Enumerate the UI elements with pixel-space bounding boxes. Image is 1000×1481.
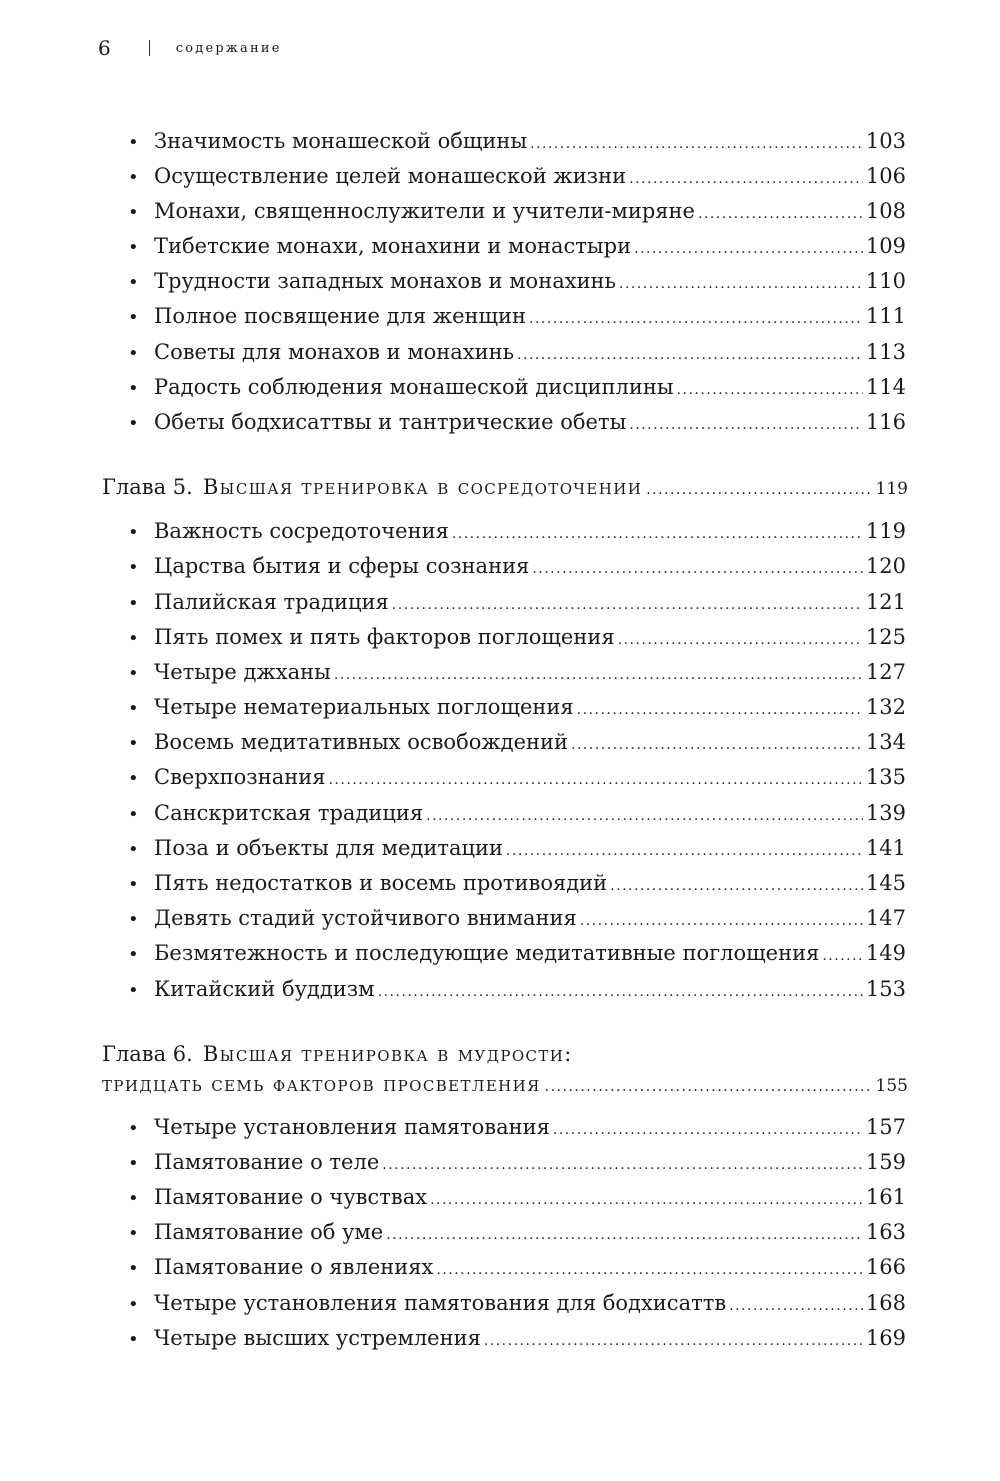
toc-entry-title: Обеты бодхисаттвы и тантрические обеты bbox=[154, 410, 627, 434]
dot-leader bbox=[822, 939, 863, 973]
bullet-icon: • bbox=[128, 768, 139, 789]
toc-entry-page: 163 bbox=[865, 1220, 906, 1244]
toc-entry[interactable] bbox=[128, 690, 906, 724]
bullet-icon: • bbox=[128, 522, 139, 543]
chapter-title: Высшая тренировка в сосредоточении bbox=[202, 475, 643, 499]
bullet-icon: • bbox=[128, 557, 139, 578]
toc-entry-title: Памятование о теле bbox=[154, 1150, 380, 1174]
toc-entry-title: Памятование о чувствах bbox=[154, 1185, 428, 1209]
dot-leader bbox=[392, 588, 863, 622]
bullet-icon: • bbox=[128, 307, 139, 328]
toc-entry-title: Четыре установления памятования bbox=[154, 1115, 550, 1139]
dot-leader bbox=[334, 658, 863, 692]
toc-entry[interactable] bbox=[128, 264, 906, 298]
toc-entry-page: 119 bbox=[865, 519, 906, 543]
toc-entry-title: Четыре высших устремления bbox=[154, 1326, 481, 1350]
toc-entry-title: Безмятежность и последующие медитативные поглощения bbox=[154, 941, 820, 965]
toc-entry-page: 161 bbox=[865, 1185, 906, 1209]
toc-entry-title: Монахи, священнослужители и учители-миряне bbox=[154, 199, 695, 223]
toc-entry-title: Санскритская традиция bbox=[154, 801, 424, 825]
dot-leader bbox=[378, 975, 863, 1009]
bullet-icon: • bbox=[128, 593, 139, 614]
toc-entry-page: 108 bbox=[865, 199, 906, 223]
toc-entry[interactable] bbox=[128, 936, 906, 970]
toc-entry-page: 111 bbox=[865, 304, 906, 328]
toc-entry-title: Значимость монашеской общины bbox=[154, 129, 528, 153]
toc-entry-title: Важность сосредоточения bbox=[154, 519, 449, 543]
dot-leader bbox=[430, 1183, 863, 1217]
dot-leader bbox=[580, 904, 863, 938]
bullet-icon: • bbox=[128, 874, 139, 895]
toc-entry-page: 120 bbox=[865, 554, 906, 578]
toc-entry-title: Поза и объекты для медитации bbox=[154, 836, 504, 860]
dot-leader bbox=[386, 1218, 863, 1252]
toc-entry[interactable] bbox=[128, 229, 906, 263]
dot-leader bbox=[436, 1253, 863, 1287]
toc-entry-title: Радость соблюдения монашеской дисциплины bbox=[154, 375, 674, 399]
dot-leader bbox=[530, 127, 863, 161]
toc-entry[interactable] bbox=[128, 159, 906, 193]
toc-entry[interactable] bbox=[128, 655, 906, 689]
toc-entry[interactable] bbox=[128, 620, 906, 654]
bullet-icon: • bbox=[128, 1188, 139, 1209]
toc-entry-page: 159 bbox=[865, 1150, 906, 1174]
toc-entry-title: Осуществление целей монашеской жизни bbox=[154, 164, 627, 188]
dot-leader bbox=[553, 1113, 863, 1147]
toc-entry[interactable] bbox=[128, 1145, 906, 1179]
chapter-label: Глава 6. bbox=[102, 1042, 193, 1066]
toc-entry-page: 141 bbox=[865, 836, 906, 860]
toc-entry-title: Четыре установления памятования для бодхисаттв bbox=[154, 1291, 727, 1315]
dot-leader bbox=[452, 517, 863, 551]
toc-entry[interactable] bbox=[128, 1250, 906, 1284]
toc-entry-title: Сверхпознания bbox=[154, 765, 326, 789]
toc-entry[interactable] bbox=[128, 972, 906, 1006]
dot-leader bbox=[545, 1072, 872, 1102]
toc-entry[interactable] bbox=[128, 585, 906, 619]
toc-entry-page: 157 bbox=[865, 1115, 906, 1139]
toc-entry-title: Восемь медитативных освобождений bbox=[154, 730, 569, 754]
toc-entry[interactable] bbox=[128, 405, 906, 439]
toc-entry-title: Памятование об уме bbox=[154, 1220, 384, 1244]
toc-entry-page: 153 bbox=[865, 977, 906, 1001]
dot-leader bbox=[677, 373, 863, 407]
dot-leader bbox=[484, 1324, 863, 1358]
bullet-icon: • bbox=[128, 132, 139, 153]
bullet-icon: • bbox=[128, 237, 139, 258]
toc-entry-page: 121 bbox=[865, 590, 906, 614]
bullet-icon: • bbox=[128, 1223, 139, 1244]
toc-entry[interactable] bbox=[128, 299, 906, 333]
dot-leader bbox=[577, 693, 863, 727]
toc-entry-page: 127 bbox=[865, 660, 906, 684]
dot-leader bbox=[382, 1148, 863, 1182]
toc-entry-title: Четыре нематериальных поглощения bbox=[154, 695, 574, 719]
toc-entry-page: 113 bbox=[865, 340, 906, 364]
dot-leader bbox=[729, 1289, 863, 1323]
bullet-icon: • bbox=[128, 839, 139, 860]
toc-entry[interactable] bbox=[128, 370, 906, 404]
dot-leader bbox=[629, 408, 863, 442]
toc-entry-title: Тибетские монахи, монахини и монастыри bbox=[154, 234, 632, 258]
bullet-icon: • bbox=[128, 944, 139, 965]
toc-entry[interactable] bbox=[128, 901, 906, 935]
toc-entry-title: Пять помех и пять факторов поглощения bbox=[154, 625, 615, 649]
toc-entry-page: 166 bbox=[865, 1255, 906, 1279]
bullet-icon: • bbox=[128, 628, 139, 649]
dot-leader bbox=[571, 728, 863, 762]
toc-entry-page: 134 bbox=[865, 730, 906, 754]
toc-entry[interactable] bbox=[128, 514, 906, 548]
toc-entry[interactable] bbox=[128, 194, 906, 228]
bullet-icon: • bbox=[128, 167, 139, 188]
toc-entry[interactable] bbox=[128, 866, 906, 900]
toc-entry-title: Советы для монахов и монахинь bbox=[154, 340, 515, 364]
chapter-page: 155 bbox=[875, 1076, 908, 1096]
toc-entry-title: Пять недостатков и восемь противоядий bbox=[154, 871, 608, 895]
bullet-icon: • bbox=[128, 1118, 139, 1139]
toc-entry-page: 106 bbox=[865, 164, 906, 188]
toc-entry[interactable] bbox=[128, 549, 906, 583]
toc-entry-page: 149 bbox=[865, 941, 906, 965]
bullet-icon: • bbox=[128, 1153, 139, 1174]
bullet-icon: • bbox=[128, 1294, 139, 1315]
chapter-title-line1: Высшая тренировка в мудрости: bbox=[202, 1042, 573, 1066]
chapter-heading-6[interactable] bbox=[102, 1039, 908, 1099]
toc-entry-page: 168 bbox=[865, 1291, 906, 1315]
dot-leader bbox=[506, 834, 863, 868]
dot-leader bbox=[619, 267, 863, 301]
toc-entry-title: Четыре джханы bbox=[154, 660, 331, 684]
toc-entry-title: Палийская традиция bbox=[154, 590, 389, 614]
toc-entry-page: 147 bbox=[865, 906, 906, 930]
bullet-icon: • bbox=[128, 413, 139, 434]
bullet-icon: • bbox=[128, 272, 139, 293]
bullet-icon: • bbox=[128, 698, 139, 719]
toc-entry-page: 135 bbox=[865, 765, 906, 789]
toc-entry[interactable] bbox=[128, 1180, 906, 1214]
dot-leader bbox=[328, 763, 862, 797]
toc-entry-page: 125 bbox=[865, 625, 906, 649]
toc-entry[interactable] bbox=[128, 1286, 906, 1320]
toc-entry-page: 116 bbox=[865, 410, 906, 434]
toc-entry-page: 110 bbox=[865, 269, 906, 293]
chapter-heading-5[interactable] bbox=[102, 472, 908, 502]
dot-leader bbox=[698, 197, 863, 231]
dot-leader bbox=[529, 302, 863, 336]
section-title: содержание bbox=[175, 40, 282, 56]
bullet-icon: • bbox=[128, 909, 139, 930]
bullet-icon: • bbox=[128, 663, 139, 684]
dot-leader bbox=[646, 475, 871, 505]
bullet-icon: • bbox=[128, 733, 139, 754]
toc-entry-title: Девять стадий устойчивого внимания bbox=[154, 906, 577, 930]
chapter-title-line2: тридцать семь факторов просветления bbox=[102, 1072, 541, 1096]
toc-entry-title: Памятование о явлениях bbox=[154, 1255, 434, 1279]
toc-entry[interactable] bbox=[128, 1321, 906, 1355]
toc-entry[interactable] bbox=[128, 725, 906, 759]
page-number: 6 bbox=[98, 36, 111, 60]
toc-entry-page: 114 bbox=[865, 375, 906, 399]
toc-entry-page: 109 bbox=[865, 234, 906, 258]
toc-entry[interactable] bbox=[128, 831, 906, 865]
bullet-icon: • bbox=[128, 1329, 139, 1350]
dot-leader bbox=[634, 232, 863, 266]
bullet-icon: • bbox=[128, 343, 139, 364]
toc-entry-page: 103 bbox=[865, 129, 906, 153]
toc-entry-title: Китайский буддизм bbox=[154, 977, 375, 1001]
toc-entry-page: 132 bbox=[865, 695, 906, 719]
toc-entry-page: 139 bbox=[865, 801, 906, 825]
toc-entry[interactable] bbox=[128, 796, 906, 830]
toc-entry[interactable] bbox=[128, 335, 906, 369]
toc-entry[interactable] bbox=[128, 1110, 906, 1144]
dot-leader bbox=[629, 162, 863, 196]
toc-entry-title: Трудности западных монахов и монахинь bbox=[154, 269, 616, 293]
dot-leader bbox=[517, 338, 863, 372]
toc-entry[interactable] bbox=[128, 124, 906, 158]
dot-leader bbox=[618, 623, 863, 657]
toc-entry-title: Царства бытия и сферы сознания bbox=[154, 554, 530, 578]
toc-entry-page: 145 bbox=[865, 871, 906, 895]
dot-leader bbox=[426, 799, 863, 833]
dot-leader bbox=[532, 552, 863, 586]
bullet-icon: • bbox=[128, 804, 139, 825]
bullet-icon: • bbox=[128, 378, 139, 399]
toc-entry-title: Полное посвящение для женщин bbox=[154, 304, 527, 328]
toc-entry[interactable] bbox=[128, 760, 906, 794]
bullet-icon: • bbox=[128, 980, 139, 1001]
bullet-icon: • bbox=[128, 1258, 139, 1279]
toc-entry[interactable] bbox=[128, 1215, 906, 1249]
dot-leader bbox=[610, 869, 863, 903]
toc-entry-page: 169 bbox=[865, 1326, 906, 1350]
chapter-label: Глава 5. bbox=[102, 475, 193, 499]
chapter-page: 119 bbox=[875, 479, 908, 499]
bullet-icon: • bbox=[128, 202, 139, 223]
